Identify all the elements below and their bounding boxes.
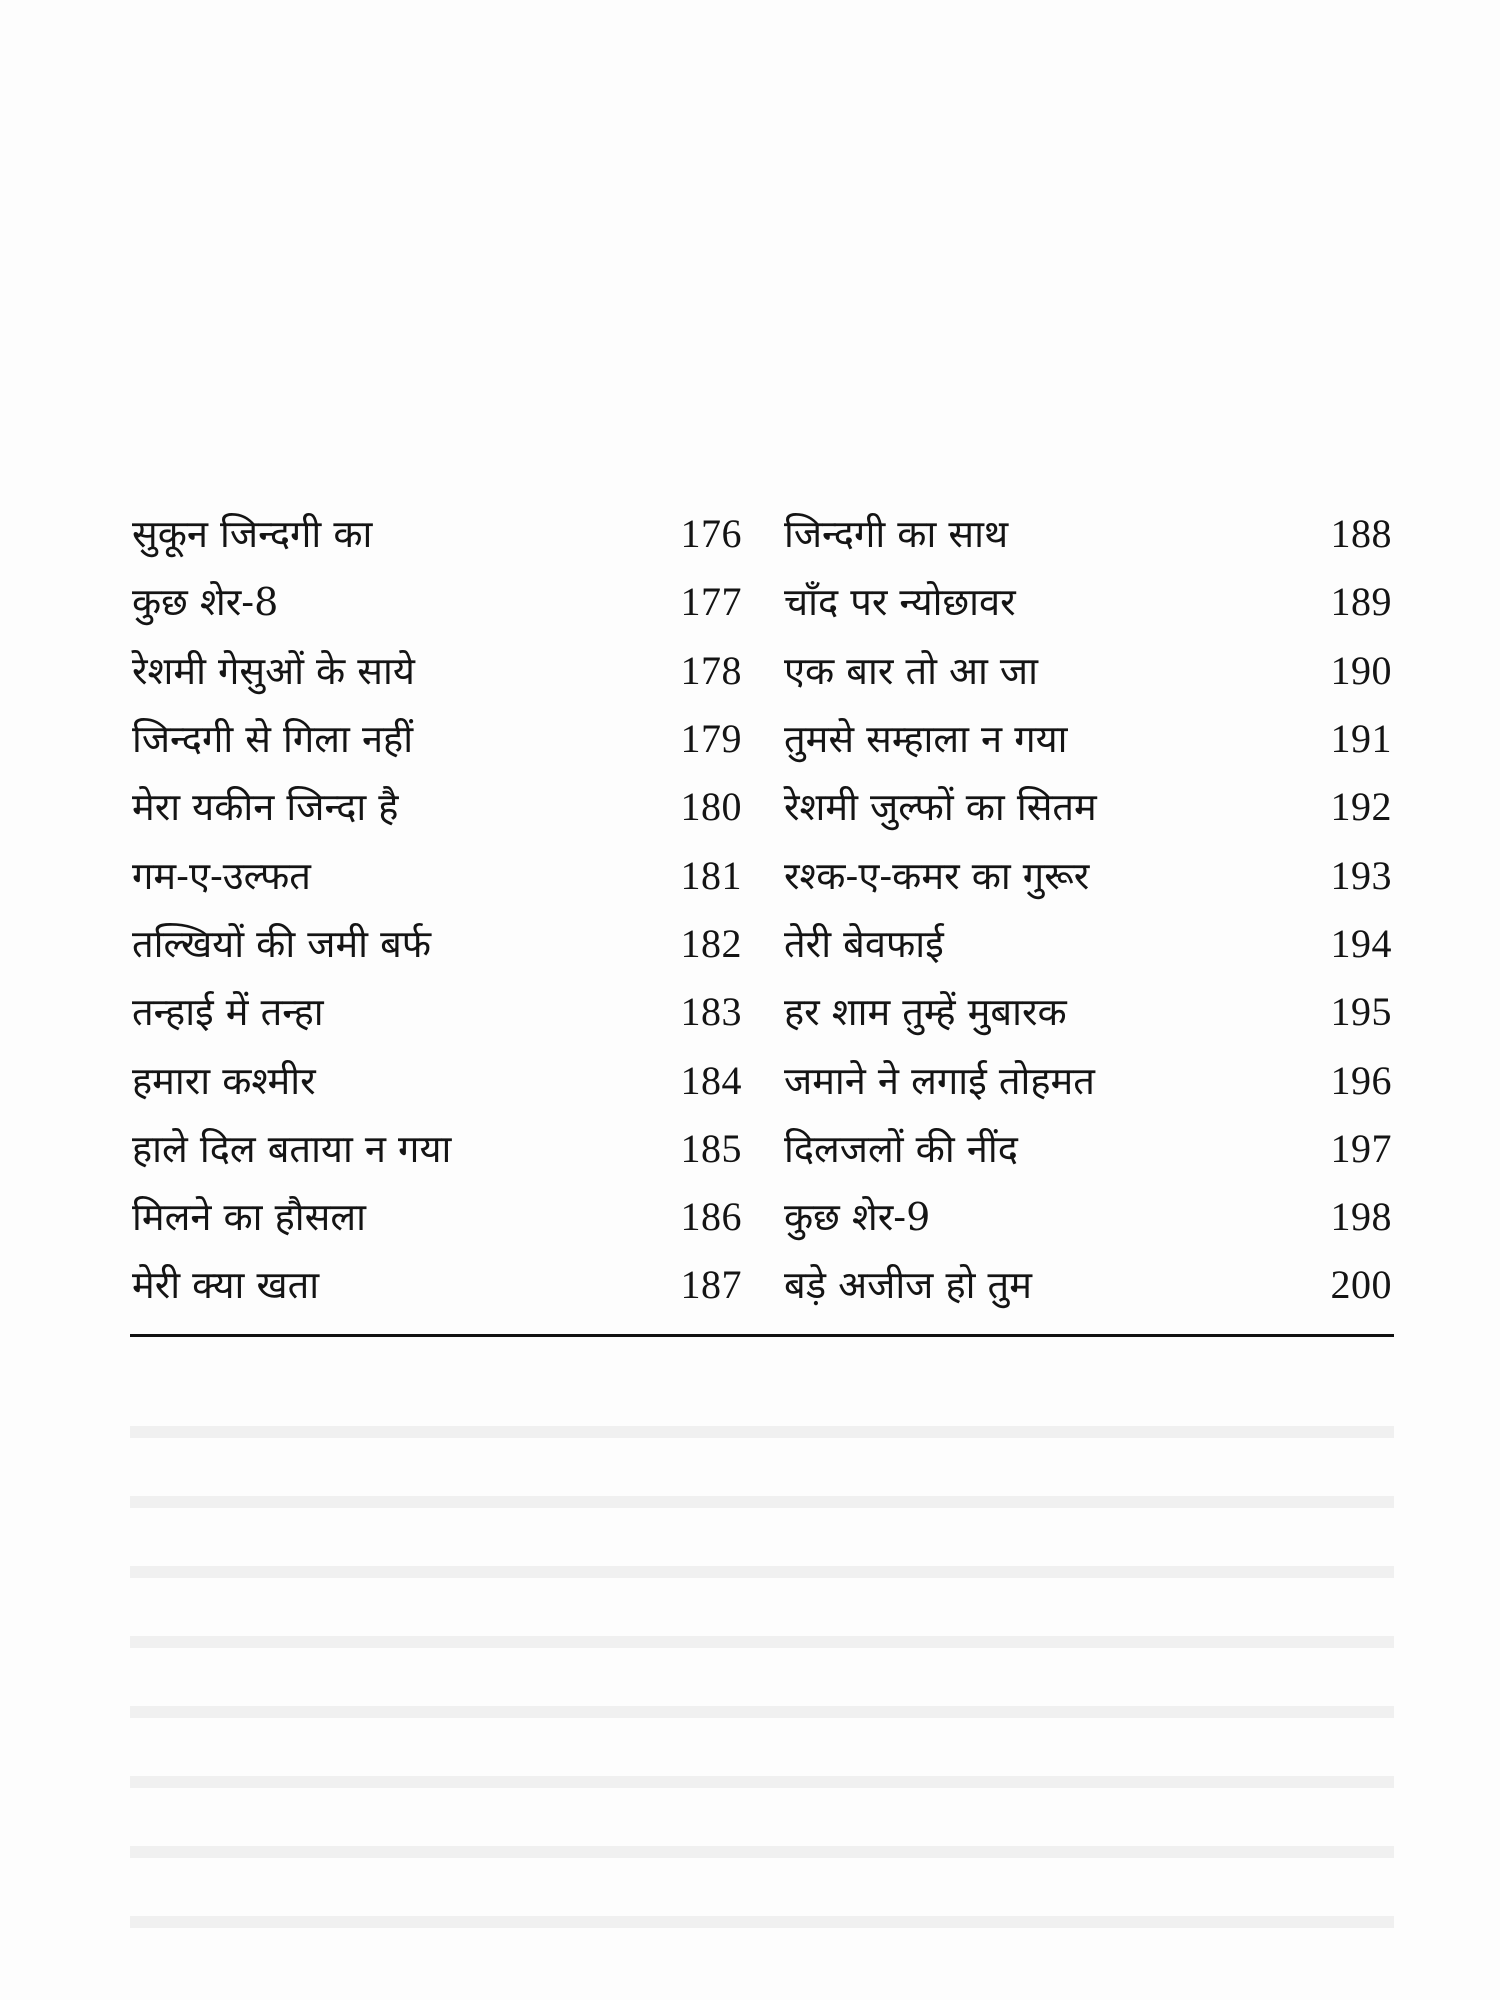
- toc-entry-title: रश्क-ए-कमर का गुरूर: [784, 853, 1090, 898]
- toc-entry: [784, 1251, 1392, 1319]
- toc-entry: [784, 1046, 1392, 1114]
- toc-entry-page: 194: [1330, 920, 1392, 966]
- toc-entry-title: सुकून जिन्दगी का: [132, 512, 373, 557]
- toc-entry-page: 187: [680, 1262, 742, 1308]
- toc-entry-title: मेरा यकीन जिन्दा है: [132, 785, 399, 830]
- toc-column-right: [784, 500, 1392, 1320]
- toc-entry-page: 186: [680, 1194, 742, 1240]
- toc-entry: [132, 705, 742, 773]
- toc-entry-page: 180: [680, 784, 742, 830]
- toc-entry-title: एक बार तो आ जा: [784, 648, 1038, 693]
- show-through-texture: [130, 1380, 1394, 1960]
- toc-entry-title: तल्खियों की जमी बर्फ: [132, 921, 432, 966]
- toc-entry: [784, 841, 1392, 909]
- toc-entry-page: 181: [680, 852, 742, 898]
- toc-entry-title: हाले दिल बताया न गया: [132, 1126, 452, 1171]
- toc-entry-title: जिन्दगी का साथ: [784, 512, 1009, 557]
- toc-entry-page: 190: [1330, 647, 1392, 693]
- toc-entry-page: 198: [1330, 1194, 1392, 1240]
- toc-entry-page: 176: [680, 511, 742, 557]
- table-of-contents: [132, 500, 1392, 1320]
- toc-entry-page: 189: [1330, 579, 1392, 625]
- toc-entry-page: 184: [680, 1057, 742, 1103]
- toc-entry: [784, 910, 1392, 978]
- toc-entry-page: 179: [680, 716, 742, 762]
- toc-entry-page: 197: [1330, 1125, 1392, 1171]
- toc-entry-title: जमाने ने लगाई तोहमत: [784, 1058, 1095, 1103]
- toc-entry-title: बड़े अजीज हो तुम: [784, 1263, 1032, 1308]
- toc-entry-title: हर शाम तुम्हें मुबारक: [784, 990, 1067, 1035]
- toc-entry: [132, 978, 742, 1046]
- toc-entry: [132, 910, 742, 978]
- toc-entry-title: रेशमी जुल्फों का सितम: [784, 785, 1097, 830]
- toc-entry: [784, 500, 1392, 568]
- toc-entry: [784, 1115, 1392, 1183]
- toc-entry: [784, 705, 1392, 773]
- toc-entry: [784, 978, 1392, 1046]
- toc-entry-page: 182: [680, 920, 742, 966]
- toc-entry: [132, 1115, 742, 1183]
- toc-entry-title: गम-ए-उल्फत: [132, 853, 311, 898]
- toc-entry-title: दिलजलों की नींद: [784, 1126, 1018, 1171]
- toc-entry: [132, 1183, 742, 1251]
- toc-entry: [132, 841, 742, 909]
- toc-entry-page: 200: [1330, 1262, 1392, 1308]
- toc-entry: [132, 1251, 742, 1319]
- toc-entry-page: 177: [680, 579, 742, 625]
- horizontal-rule: [130, 1334, 1394, 1337]
- toc-entry-title: रेशमी गेसुओं के साये: [132, 648, 415, 693]
- toc-entry-title: तुमसे सम्हाला न गया: [784, 717, 1068, 762]
- toc-entry-title: चाँद पर न्योछावर: [784, 580, 1016, 625]
- toc-entry: [132, 637, 742, 705]
- toc-entry-title: कुछ शेर-9: [784, 1195, 931, 1240]
- toc-entry-page: 192: [1330, 784, 1392, 830]
- toc-entry: [132, 1046, 742, 1114]
- toc-entry-page: 185: [680, 1125, 742, 1171]
- toc-entry-title: हमारा कश्मीर: [132, 1058, 316, 1103]
- toc-entry-page: 188: [1330, 511, 1392, 557]
- toc-entry-page: 193: [1330, 852, 1392, 898]
- toc-entry-page: 183: [680, 989, 742, 1035]
- toc-entry-page: 196: [1330, 1057, 1392, 1103]
- toc-entry-title: तन्हाई में तन्हा: [132, 990, 324, 1035]
- toc-entry-title: जिन्दगी से गिला नहीं: [132, 717, 414, 762]
- toc-entry-title: तेरी बेवफाई: [784, 921, 944, 966]
- toc-entry: [784, 568, 1392, 636]
- toc-entry-title: कुछ शेर-8: [132, 580, 279, 625]
- toc-entry: [132, 500, 742, 568]
- toc-entry-title: मिलने का हौसला: [132, 1195, 366, 1240]
- toc-entry-page: 195: [1330, 989, 1392, 1035]
- toc-entry-title: मेरी क्या खता: [132, 1263, 320, 1308]
- toc-entry-page: 178: [680, 647, 742, 693]
- toc-entry: [784, 773, 1392, 841]
- toc-entry: [132, 568, 742, 636]
- toc-column-left: [132, 500, 742, 1320]
- toc-entry-page: 191: [1330, 716, 1392, 762]
- toc-entry: [132, 773, 742, 841]
- toc-entry: [784, 1183, 1392, 1251]
- toc-entry: [784, 637, 1392, 705]
